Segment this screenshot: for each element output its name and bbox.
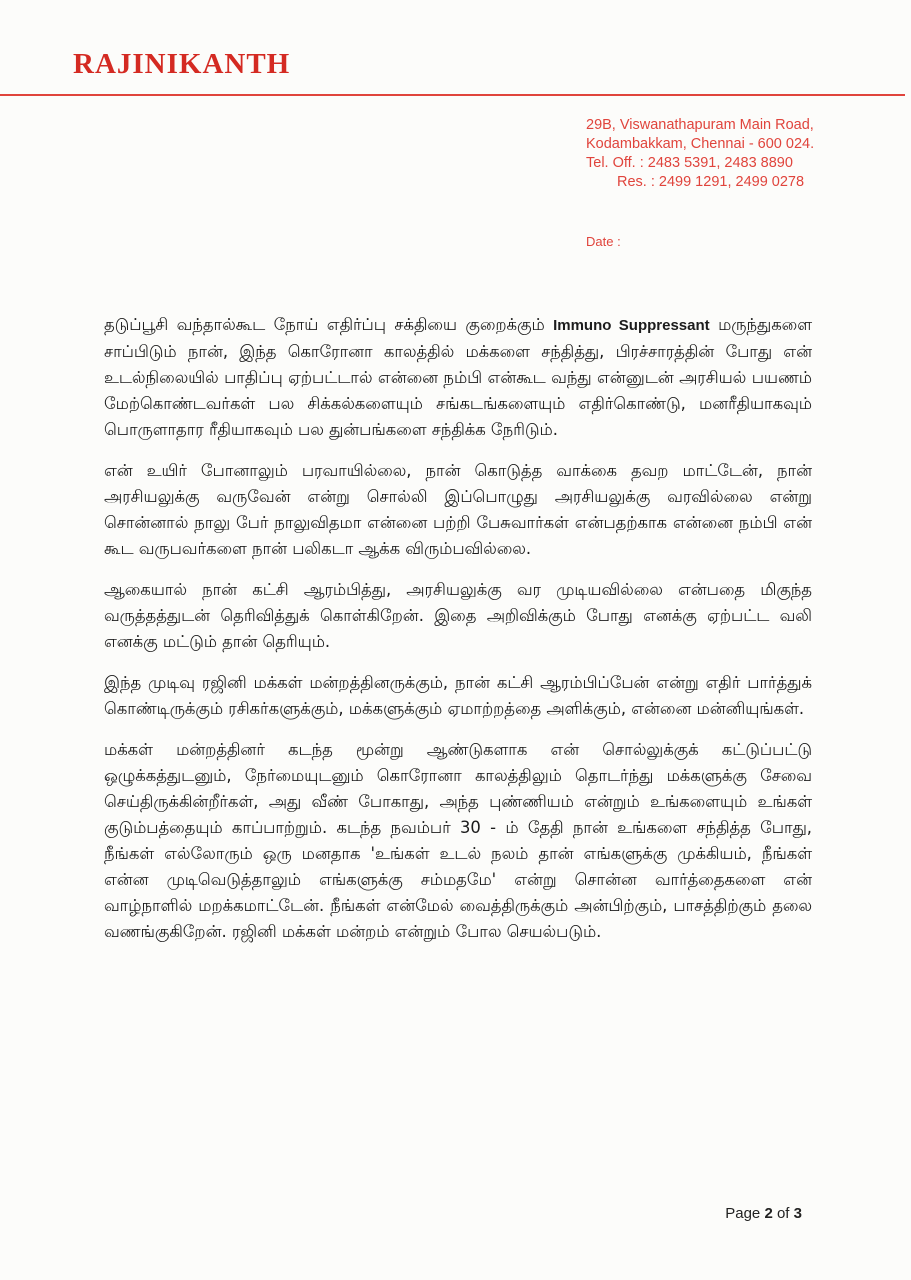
- date-label: Date :: [586, 234, 621, 249]
- paragraph-5: மக்கள் மன்றத்தினர் கடந்த மூன்று ஆண்டுகளாக என் சொல்லுக்குக் கட்டுப்பட்டு ஒழுக்கத்துடனும், நேர்மையுடனும் கொரோனா காலத்திலும் தொடர்ந்து மக்களுக்கு சேவை செய்திருக்கின்றீர்கள், அது வீண் போகாது, அந்த புண்ணியம் என்றும் உங்களையும் உங்கள் குடும்பத்தையும் காப்பாற்றும். கடந்த நவம்பர் 30 - ம் தேதி நான் உங்களை சந்தித்த போது, நீங்கள் எல்லோரும் ஒரு மனதாக 'உங்கள் உடல் நலம் தான் எங்களுக்கு முக்கியம், நீங்கள் என்ன முடிவெடுத்தாலும் எங்களுக்கு சம்மதமே' என்று சொன்ன வார்த்தைகளை என் வாழ்நாளில் மறக்கமாட்டேன். நீங்கள் என்மேல் வைத்திருக்கும் அன்பிற்கும், பாசத்திற்கும் தலை வணங்குகிறேன். ரஜினி மக்கள் மன்றம் என்றும் போல செயல்படும்.: [104, 740, 812, 941]
- paragraph-1: [104, 312, 812, 443]
- address-line-office-phone: Tel. Off. : 2483 5391, 2483 8890: [586, 155, 793, 171]
- page-current: 2: [764, 1205, 773, 1222]
- page-word: Page: [725, 1205, 761, 1222]
- address-line-city: Kodambakkam, Chennai - 600 024.: [586, 136, 815, 152]
- paragraph-4: இந்த முடிவு ரஜினி மக்கள் மன்றத்தினருக்கும், நான் கட்சி ஆரம்பிப்பேன் என்று எதிர் பார்த்துக் கொண்டிருக்கும் ரசிகர்களுக்கும், மக்களுக்கும் ஏமாற்றத்தை அளிக்கும், என்னை மன்னியுங்கள்.: [104, 673, 812, 718]
- paragraph-1-part-a: தடுப்பூசி வந்தால்கூட நோய் எதிர்ப்பு சக்தியை குறைக்கும்: [104, 315, 545, 334]
- letter-body: [104, 312, 812, 960]
- address-line-residence-phone: Res. : 2499 1291, 2499 0278: [617, 174, 805, 190]
- paragraph-3: ஆகையால் நான் கட்சி ஆரம்பித்து, அரசியலுக்கு வர முடியவில்லை என்பதை மிகுந்த வருத்தத்துடன் தெரிவித்துக் கொள்கிறேன். இதை அறிவிக்கும் போது எனக்கு ஏற்பட்ட வலி எனக்கு மட்டும் தான் தெரியும்.: [104, 580, 812, 651]
- letterhead-divider: [0, 94, 905, 96]
- page-total: 3: [793, 1205, 802, 1222]
- address-line-street: 29B, Viswanathapuram Main Road,: [586, 117, 814, 133]
- paragraph-1-term: Immuno Suppressant: [553, 317, 710, 334]
- page-number: [725, 1205, 802, 1222]
- page-of: of: [776, 1205, 790, 1222]
- paragraph-2: என் உயிர் போனாலும் பரவாயில்லை, நான் கொடுத்த வாக்கை தவற மாட்டேன், நான் அரசியலுக்கு வருவேன் என்று சொல்லி இப்பொழுது அரசியலுக்கு வரவில்லை என்று சொன்னால் நாலு பேர் நாலுவிதமா என்னை பற்றி பேசுவார்கள் என்பதற்காக என்னை நம்பி என் கூட வருபவர்களை நான் பலிகடா ஆக்க விரும்பவில்லை.: [104, 461, 812, 558]
- letterhead-address: [586, 116, 814, 192]
- paragraph-1-part-b: மருந்துகளை சாப்பிடும் நான், இந்த கொரோனா காலத்தில் மக்களை சந்தித்து, பிரச்சாரத்தின் போது என் உடல்நிலையில் பாதிப்பு ஏற்பட்டால் என்னை நம்பி என்கூட வந்து என்னுடன் அரசியல் பயணம் மேற்கொண்டவர்கள் பல சிக்கல்களையும் சங்கடங்களையும் எதிர்கொண்டு, மனரீதியாகவும் பொருளாதார ரீதியாகவும் பல துன்பங்களை சந்திக்க நேரிடும்.: [104, 315, 812, 439]
- letterhead-name: RAJINIKANTH: [73, 48, 291, 80]
